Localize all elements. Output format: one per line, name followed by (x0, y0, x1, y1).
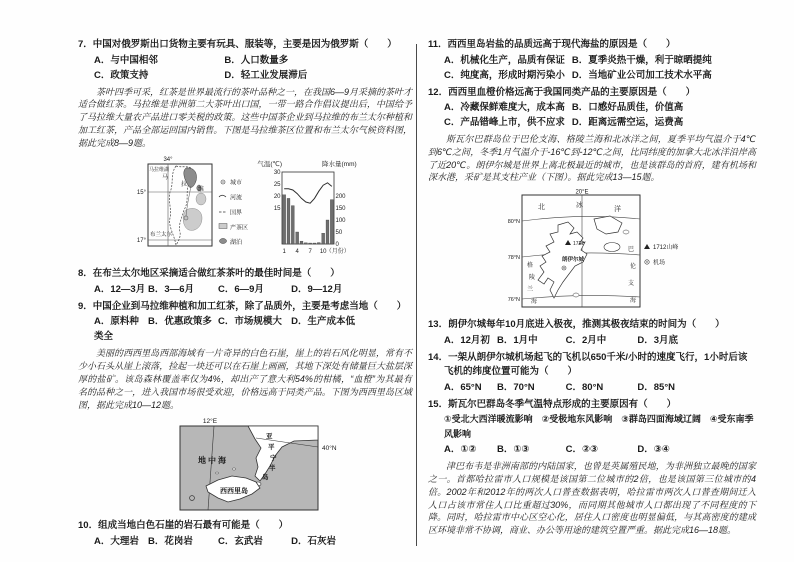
island-label: 西西里岛 (220, 488, 248, 496)
lat-label-76: 76°N (507, 297, 520, 304)
option-c: C．纯度高，形成时期污染小 (444, 69, 565, 81)
option-b: B．3—6月 (148, 283, 194, 295)
right-axis-tick: 0 (335, 242, 339, 249)
left-axis-title: 气温(℃) (257, 161, 282, 169)
precip-bar (322, 234, 325, 245)
question-7-stem: 7．中国对俄罗斯出口货物主要有玩具、服装等，主要是因为俄罗斯（ ） (78, 39, 397, 50)
option-d: D．3月底 (637, 334, 679, 346)
option-b: B．①③ (497, 444, 530, 456)
right-column (428, 38, 756, 540)
parallel-80n (522, 217, 640, 222)
right-axis-title: 降水量(mm) (322, 161, 357, 169)
option-a: A．①② (444, 444, 477, 456)
legend-river-icon (219, 196, 226, 198)
legend-tea-label: 产茶区 (230, 225, 249, 232)
legend-river-label: 河流 (230, 195, 243, 202)
peninsula-char-1: 亚 (266, 433, 273, 441)
left-axis-tick: 25 (273, 182, 281, 189)
legend-city-icon-dot (222, 182, 223, 183)
option-c: C．市场规模大 (218, 316, 282, 328)
climate-plot-series (274, 170, 350, 255)
svalbard-figure-svg (500, 187, 700, 311)
option-d: D．轻工业发展滞后 (224, 69, 308, 81)
option-b: B．1月中 (497, 334, 538, 346)
question-8-options (78, 282, 412, 297)
left-axis-tick: 30 (273, 170, 281, 177)
legend-tea-icon (219, 224, 227, 229)
option-d: D．距离远需空运，运费高 (571, 117, 684, 128)
malawi-map (137, 157, 212, 246)
right-sea-char-1: 巴 (628, 247, 635, 254)
lon-label: 20°E (575, 189, 589, 196)
left-axis-tick: 20 (273, 194, 281, 201)
option-b: B．口感好品质佳，价值高 (571, 102, 684, 113)
ocean-char-1: 北 (538, 204, 545, 212)
option-a: A．65°N (444, 381, 482, 393)
right-sea-char-3: 支 (628, 281, 635, 288)
left-axis-tick: 15 (273, 206, 281, 213)
malawi-figure-svg (134, 152, 392, 260)
legend-airport-label: 机场 (653, 260, 666, 267)
precip-bar (326, 220, 329, 244)
option-c: C．6—9月 (218, 283, 264, 295)
question-15-statements: ①受北大西洋暖流影响 ②受极地东风影响 ③群岛四面海域辽阔 ④受东南季风影响 (444, 414, 754, 440)
question-14-options (428, 380, 756, 395)
lon-label: 34° (163, 157, 173, 164)
option-c: C．政策支持 (94, 69, 149, 81)
question-11 (428, 38, 756, 83)
peninsula-char-4: 半 (269, 465, 276, 473)
figure-svalbard (500, 187, 756, 316)
option-c: C．80°N (565, 381, 604, 393)
question-12-options (428, 100, 756, 130)
city-label: 布兰太尔 (150, 232, 173, 239)
question-10-options (78, 534, 412, 549)
climate-chart (257, 159, 356, 255)
x-axis-tick: 4 (295, 249, 299, 256)
option-d: D．石灰岩 (291, 535, 336, 547)
peninsula-char-5: 岛 (262, 474, 269, 482)
left-sea-char-1: 格 (527, 263, 534, 270)
right-axis-tick: 200 (335, 194, 346, 201)
legend-city-label: 城市 (230, 180, 243, 187)
option-c: C．玄武岩 (218, 535, 263, 547)
country-char-3: 维 (198, 187, 205, 194)
question-10 (78, 519, 412, 549)
question-13 (428, 318, 756, 348)
question-14 (428, 351, 756, 395)
question-15-stem: 15．斯瓦尔巴群岛冬季气温特点形成的主要原因有（ ） (428, 398, 677, 410)
question-13-options (428, 333, 756, 348)
option-a: A．原料种类全 (94, 316, 139, 343)
lat-label-80: 80°N (507, 219, 520, 226)
country-char-1: 马 (162, 175, 169, 182)
option-a: A．大理岩 (94, 535, 139, 547)
option-b: B．70°N (497, 381, 535, 393)
question-8 (78, 267, 412, 297)
ocean-char-3: 洋 (614, 206, 621, 214)
small-island-3 (190, 496, 195, 501)
x-axis-tick: 1 (282, 249, 286, 256)
x-axis-tick: 10 (319, 249, 327, 256)
option-a: A．机械化生产，品质有保证 (444, 54, 565, 66)
right-sea-char-2: 伦 (630, 264, 637, 271)
option-b: B．夏季炎热干燥，利于晾晒提纯 (571, 54, 712, 66)
lat-label: 40°N (322, 445, 337, 453)
peak-label: 1712 (573, 241, 585, 248)
precip-bar (313, 244, 316, 245)
small-island-2 (216, 472, 219, 474)
parallel-76n (522, 296, 640, 300)
option-c: C．产品错峰上市，供不应求 (444, 117, 565, 128)
sea-label: 地中海 (198, 456, 228, 466)
lat-label-78: 78°N (507, 255, 520, 262)
x-axis-suffix: （月份） (325, 249, 350, 256)
left-sea-char-3: 兰 (527, 287, 534, 294)
east-island (604, 243, 620, 252)
precip-bar (330, 200, 333, 244)
question-10-stem: 10．组成当地白色石崖的岩石最有可能是（ ） (78, 520, 289, 532)
ocean-char-2: 冰 (576, 202, 583, 210)
question-15 (428, 398, 756, 458)
right-axis-tick: 150 (335, 206, 346, 213)
question-11-stem: 11．西西里岛岩盐的品质远高于现代海盐的原因是（ ） (428, 39, 676, 50)
precip-bar (300, 242, 303, 245)
option-a: A．12月初 (444, 334, 490, 346)
option-b: B．花岗岩 (148, 535, 193, 547)
northeast-island (594, 216, 622, 234)
option-d: D．85°N (637, 381, 675, 393)
right-sea-char-4: 海 (630, 298, 637, 305)
option-d: D．当地矿业公司加工技术水平高 (571, 69, 712, 81)
question-7-options (78, 53, 412, 83)
legend-airport-icon-dot (646, 261, 647, 262)
option-b: B．人口数量多 (224, 54, 289, 66)
right-axis-tick: 50 (335, 230, 343, 237)
precip-bar (291, 206, 294, 244)
right-axis-tick: 100 (335, 218, 346, 225)
option-c: C．2月中 (565, 334, 607, 346)
question-9 (78, 300, 412, 345)
option-d: D．9—12月 (291, 283, 343, 295)
lat-label-17: 17° (136, 238, 146, 245)
option-a: A．与中国相邻 (94, 54, 158, 66)
precip-bar (283, 195, 286, 244)
country-char-2: 拉 (181, 182, 188, 189)
precip-bar (287, 199, 290, 245)
small-island-1 (232, 468, 235, 470)
option-a: A．12—3月 (94, 283, 146, 295)
option-c: C．②③ (565, 444, 599, 456)
question-9-options (78, 314, 412, 344)
temp-line (284, 183, 332, 203)
left-sea-char-4: 海 (531, 299, 538, 306)
lon-label: 12°E (202, 418, 218, 426)
legend-peak-icon (644, 244, 650, 249)
legend-lake-icon (220, 239, 227, 244)
figure-sicily (170, 414, 412, 517)
question-11-options (428, 53, 756, 83)
sicily-figure-svg (170, 414, 400, 512)
question-12 (428, 86, 756, 131)
question-8-stem: 8．在布兰太尔地区采摘适合做红茶茶叶的最佳时间是（ ） (78, 268, 340, 280)
precip-bar (296, 232, 299, 244)
column-divider (416, 44, 417, 546)
passage-zimbabwe: 津巴布韦是非洲南部的内陆国家，也曾是英属殖民地，为非洲独立最晚的国家之一。首都哈拉雷市人口规模是该国第二位城市的2倍，也是该国第三位城市的4倍。2002年和2012年的两次人口普查数据表明，哈拉雷市两次人口普查期间迁入人口占该市常住人口比重超过30%，而同期其他城市人口都出现了不同程度的下降。同时，哈拉雷市中心区空心化，居住人口密度也明显偏低，与其高密度的建成区环境非常不协调，商业、办公等用途的建筑空置严重。据此完成16—18题。 (428, 461, 756, 536)
peninsula-char-3: 宁 (270, 455, 277, 463)
question-9-stem: 9．中国企业到马拉维种植和加工红茶，除了品质外，主要是考虑当地（ ） (78, 300, 407, 312)
question-13-stem: 13．朗伊尔城每年10月底进入极夜，推测其极夜结束的时间为（ ） (428, 319, 725, 331)
question-15-options (428, 442, 756, 457)
option-d: D．③④ (637, 444, 670, 456)
option-a: A．冷藏保鲜难度大，成本高 (444, 102, 565, 113)
tea-region-north (196, 193, 206, 205)
legend-lake-label: 湖泊 (230, 240, 243, 247)
lake-label: 马拉维湖 (149, 167, 170, 174)
small-island-ne (623, 230, 629, 234)
peninsula-char-2: 平 (268, 444, 275, 452)
malawi-legend (219, 179, 248, 247)
option-b: B．优惠政策多 (148, 316, 212, 328)
question-7 (78, 38, 412, 83)
legend-peak-label: 1712山峰 (653, 245, 679, 252)
option-d: D．生产成本低 (291, 316, 355, 328)
precip-bar (304, 243, 307, 244)
figure-malawi (134, 152, 412, 265)
lat-label-15: 15° (136, 190, 146, 197)
left-column (78, 38, 412, 552)
passage-tea: 茶叶四季可采，红茶是世界最流行的茶叶品种之一，在我国6—9月采摘的茶叶才适合做红茶。马拉维是非洲第二大茶叶出口国，一带一路合作倡议提出后，中国给予了马拉维大量农产品进口零关税的政策。这些中国茶企业到马拉维的布兰太尔种植和加工红茶，产品全部运回国内销售。下图是马拉维茶区位置和布兰太尔气候资料图，据此完成8—9题。 (78, 86, 413, 148)
passage-sicily: 美丽的西西里岛西部海域有一片奇异的白色石崖，崖上的岩石风化明显，常有不少小石头从崖上滚落，捡起一块还可以在石崖上画画，其地下深处有储量巨大盐层深厚的盐矿。该岛森林覆盖率仅为4%，却出产了意大利54%的柑橘，“血橙”为其最有名的品种之一，进入我国市场很受欢迎，价格远高于同类产品。下图为西西里岛区域图，据此完成10—12题。 (78, 348, 412, 410)
precip-bar (317, 243, 320, 244)
city-label: 朗伊尔城 (562, 257, 585, 264)
airport-icon-dot (563, 267, 564, 268)
question-12-stem: 12．西西里血橙价格远高于我国同类产品的主要原因是（ ） (428, 86, 696, 98)
small-island-s (573, 293, 579, 297)
legend-border-label: 国界 (230, 210, 243, 217)
x-axis-tick: 7 (308, 249, 312, 256)
passage-svalbard: 斯瓦尔巴群岛位于巴伦支海、格陵兰海和北冰洋之间，夏季平均气温介于4℃到6℃之间，冬季1月气温介于-16℃到-12℃之间，比同纬度的加拿大北冰洋沿岸高了近20℃。朗伊尔城是世界上离北极最近的城市，也是该群岛的首府，建有机场和深水港，采矿是其支柱产业（下图）。据此完成13—15题。 (428, 134, 756, 183)
precip-bar (309, 244, 312, 245)
left-sea-char-2: 陵 (529, 275, 536, 282)
city-symbol-dot (185, 218, 186, 219)
question-14-stem: 14．一架从朗伊尔城机场起飞的飞机以650千米/小时的速度飞行，1小时后该飞机的纬度位置可能为（ ） (428, 351, 748, 378)
